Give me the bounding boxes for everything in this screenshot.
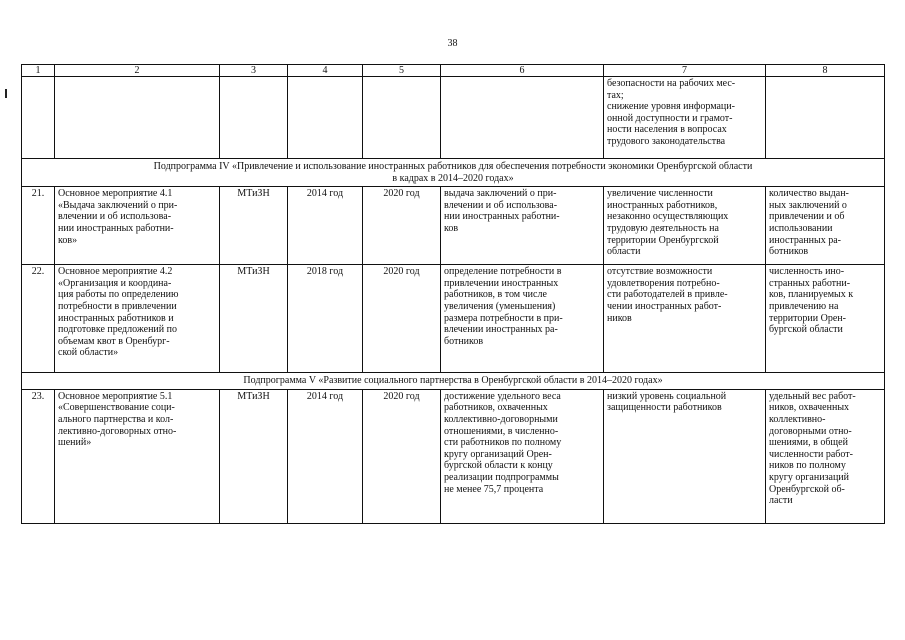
expected-result: определение потребности в привлечении иностранных работников, в том числе увеличения (уменьшения) размера потребности в при- влечении иностранных ра- ботников <box>441 265 604 373</box>
continuation-row <box>22 77 885 159</box>
row-number: 22. <box>22 265 55 373</box>
measures-table <box>21 64 885 524</box>
expected-result: достижение удельного веса работников, охваченных коллективно-договорными отношениями, в численно- сти работников по полному кругу организаций Орен- бургской области к концу реализации подпрограммы не менее 75,7 процента <box>441 389 604 523</box>
column-number: 1 <box>22 65 55 77</box>
table-cell <box>55 77 220 159</box>
executor: МТиЗН <box>220 187 288 265</box>
consequences: низкий уровень социальной защищенности работников <box>604 389 766 523</box>
table-cell <box>288 77 363 159</box>
table-cell <box>363 77 441 159</box>
start-year: 2018 год <box>288 265 363 373</box>
column-number: 3 <box>220 65 288 77</box>
indicator: количество выдан- ных заключений о привлечении и об использовании иностранных ра- ботников <box>766 187 885 265</box>
row-number: 21. <box>22 187 55 265</box>
table-cell <box>22 77 55 159</box>
end-year: 2020 год <box>363 187 441 265</box>
executor: МТиЗН <box>220 389 288 523</box>
table-row <box>22 187 885 265</box>
subprogram-title: Подпрограмма IV «Привлечение и использование иностранных работников для обеспечения потребности экономики Оренбургской области в кадрах в 2014–2020 годах» <box>22 159 885 187</box>
measure-name: Основное мероприятие 4.2 «Организация и координа- ция работы по определению потребности в привлечении иностранных работников и подготовке предложений по объемам квот в Оренбург- ской области» <box>55 265 220 373</box>
consequences: увеличение численности иностранных работников, незаконно осуществляющих трудовую деятельность на территории Оренбургской области <box>604 187 766 265</box>
end-year: 2020 год <box>363 389 441 523</box>
consequences-cell: безопасности на рабочих мес- тах; снижение уровня информаци- онной доступности и грамот- ности населения в вопросах трудового законодательства <box>604 77 766 159</box>
table-cell <box>441 77 604 159</box>
column-number-row <box>22 65 885 77</box>
page-number: 38 <box>447 38 458 49</box>
executor: МТиЗН <box>220 265 288 373</box>
table-cell <box>220 77 288 159</box>
expected-result: выдача заключений о при- влечении и об использова- нии иностранных работни- ков <box>441 187 604 265</box>
start-year: 2014 год <box>288 187 363 265</box>
indicator: численность ино- странных работни- ков, планируемых к привлечению на территории Орен- бургской области <box>766 265 885 373</box>
consequences: отсутствие возможности удовлетворения потребно- сти работодателей в привле- чении иностранных работ- ников <box>604 265 766 373</box>
start-year: 2014 год <box>288 389 363 523</box>
column-number: 4 <box>288 65 363 77</box>
table-cell <box>766 77 885 159</box>
row-number: 23. <box>22 389 55 523</box>
indicator: удельный вес работ- ников, охваченных коллективно- договорными отно- шениями, в общей численности работ- ников по полному кругу организаций Оренбургской об- ласти <box>766 389 885 523</box>
subprogram-title: Подпрограмма V «Развитие социального партнерства в Оренбургской области в 2014–2020 годах» <box>22 373 885 390</box>
column-number: 5 <box>363 65 441 77</box>
column-number: 7 <box>604 65 766 77</box>
column-number: 2 <box>55 65 220 77</box>
subprogram-row <box>22 159 885 187</box>
subprogram-row <box>22 373 885 390</box>
measure-name: Основное мероприятие 4.1 «Выдача заключений о при- влечении и об использова- нии иностранных работни- ков» <box>55 187 220 265</box>
measure-name: Основное мероприятие 5.1 «Совершенствование соци- ального партнерства и кол- лективно-договорных отно- шений» <box>55 389 220 523</box>
column-number: 8 <box>766 65 885 77</box>
scan-artifact-mark <box>5 89 7 98</box>
table-row <box>22 265 885 373</box>
end-year: 2020 год <box>363 265 441 373</box>
column-number: 6 <box>441 65 604 77</box>
table-row <box>22 389 885 523</box>
